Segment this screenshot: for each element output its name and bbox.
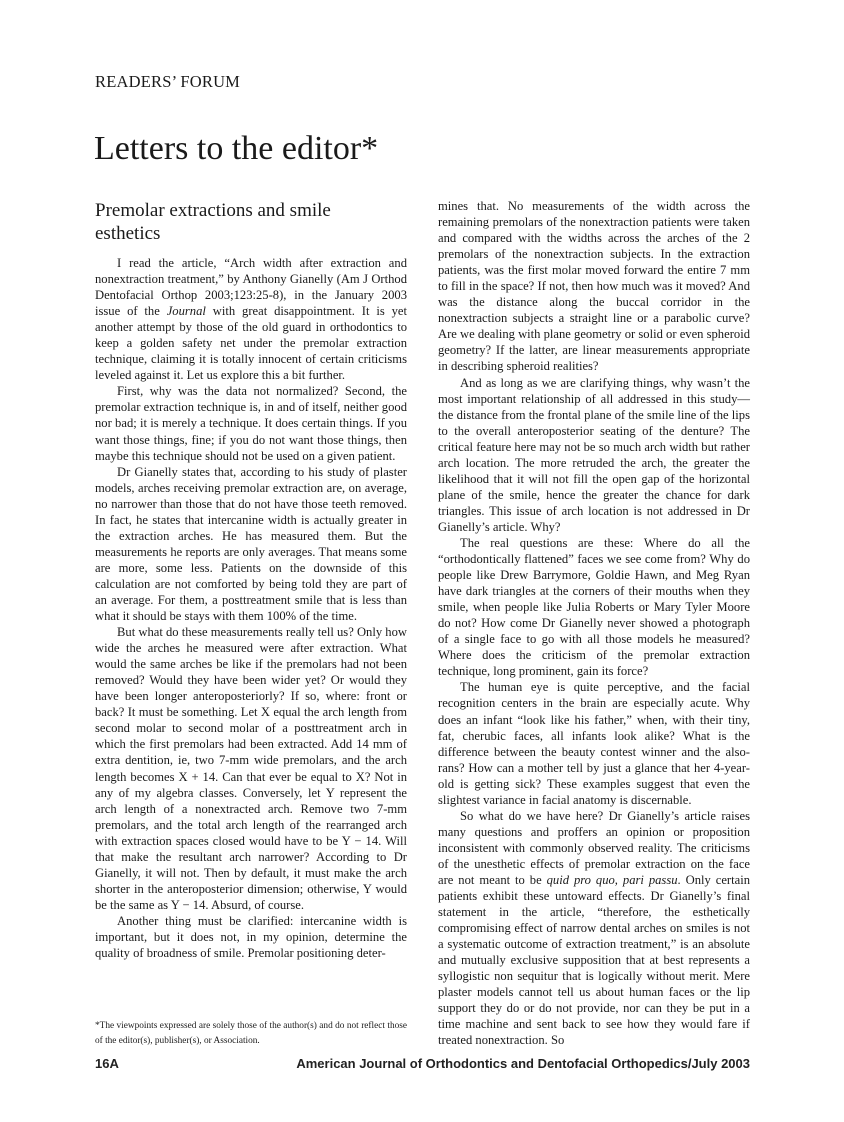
paragraph: Dr Gianelly states that, according to his study of plaster models, arches receiving premolar extraction are, on average, no narrower than those that do not have those teeth removed. In fact, he states that intercanine width is actually greater in the extraction arches. He has measured them. But the measurements he reports are only averages. That means some are more, some less. Patients on the downside of this calculation are not comforted by being told they are part of an average. For them, a posttreatment smile that is less than what it should be stays with them 100% of the time. (95, 464, 407, 624)
left-column (95, 255, 407, 961)
paragraph: The real questions are these: Where do all the “orthodontically flattened” faces we see come from? Why do people like Drew Barrymore, Goldie Hawn, and Meg Ryan have dark triangles at the corners of their mouths when they smile, when people like Julia Roberts or Mary Tyler Moore do not? How come Dr Gianelly never showed a photograph of a single face to go with all those models he measured? Where does the criticism of the premolar extraction technique, long prominent, gain its force? (438, 535, 750, 679)
right-column-wrapper (438, 198, 750, 1048)
article-heading: Premolar extractions and smile esthetics (95, 200, 331, 244)
page-footer (95, 1056, 750, 1071)
section-label: READERS’ FORUM (95, 72, 241, 91)
text: So what do we have here? Dr Gianelly’s article raises many questions and proffers an opinion or proposition inconsistent with commonly observed reality. The criticisms of the unesthetic effects of premolar extraction on the face are not meant to be (438, 808, 750, 887)
journal-footer: American Journal of Orthodontics and Dentofacial Orthopedics/July 2003 (296, 1056, 750, 1072)
right-column (438, 198, 750, 1048)
paragraph: The human eye is quite perceptive, and the facial recognition centers in the brain are especially acute. Why does an infant “look like his father,” when, with their tiny, fat, cherubic faces, all infants look alike? What is the difference between the beauty contest winner and the also-rans? How can a mother tell by just a glance that her 4-year-old is getting sick? These examples suggest that even the slightest variance in facial anatomy is discernable. (438, 680, 750, 807)
paragraph (438, 808, 750, 1049)
footnote: *The viewpoints expressed are solely those of the author(s) and do not reflect those of the editor(s), publisher(s), or Association. (95, 1021, 407, 1046)
text: with great disappointment. It is yet another attempt by those of the old guard in orthodontics to keep a golden safety net under the premolar extraction technique, claiming it is totally innocent of certain criticisms leveled against it. Let us explore this a bit further. (95, 304, 407, 383)
paragraph (95, 255, 407, 383)
left-column-wrapper (95, 198, 407, 1048)
paragraph: mines that. No measurements of the width across the remaining premolars of the nonextraction patients were taken and compared with the widths across the arches of the 2 premolars of the nonextraction subjects. In the extraction patients, was the first molar moved forward the entire 7 mm to fill in the space? If not, then how much was it moved? And was the distance along the buccal corridor in the nonextraction subjects a straight line or a parabolic curve? Are we dealing with plane geometry or solid or even spheroid geometry? If the latter, are linear measurements appropriate in describing spheroid realities? (438, 199, 750, 374)
article-body (95, 198, 750, 1071)
paragraph: And as long as we are clarifying things, why wasn’t the most important relationship of all addressed in this study—the distance from the frontal plane of the smile line of the lips to the overall anteroposterior seating of the denture? The critical feature here may not be so much arch width but rather arch location. The more retruded the arch, the greater the likelihood that it will not fill the open gap of the horizontal plane of the smile, hence the greater the chance for dark triangles. This issue of arch location is not addressed in Dr Gianelly’s article. Why? (438, 375, 750, 534)
text: . Only certain patients exhibit these untoward effects. Dr Gianelly’s final statement in the article, “therefore, the esthetically compromising effect of narrow dental arches on smiles is not a systematic outcome of extraction treatment,” is an absolute and mutually exclusive supposition that at best represents a syllogistic non sequitur that is logically without merit. Mere plaster models cannot tell us about human faces or the lip support they do or do not provide, nor can they be put in a time machine and sent back to see how they would fare if treated nonextraction. So (438, 872, 751, 1048)
page-title: Letters to the editor* (94, 130, 379, 167)
paragraph: But what do these measurements really tell us? Only how wide the arches he measured were after extraction. What would the same arches be like if the premolars had not been removed? Would they have been wider yet? Or would they have been longer anteroposteriorly? If so, where: front or back? It must be something. Let X equal the arch length from second molar to second molar of a posttreatment arch in which the first premolars had been extracted. Add 14 mm of extra dentition, ie, two 7-mm wide premolars, and the arch length becomes X + 14. Can that ever be equal to X? Not in any of my algebra classes. Conversely, let Y represent the arch length of a nonextracted arch. Remove two 7-mm premolars, and the total arch length of the rearranged arch with extraction spaces closed would have to be Y − 14. Will that make the resultant arch narrower? According to Dr Gianelly, it will not. Then by default, it must make the arch shorter in the anteroposterior dimension; otherwise, Y would be the same as Y − 14. Absurd, of course. (95, 625, 407, 912)
italic-text: Journal (166, 304, 206, 319)
italic-text: quid pro quo, pari passu (546, 872, 678, 887)
paragraph: Another thing must be clarified: intercanine width is important, but it does not, in my opinion, determine the quality of broadness of smile. Premolar positioning deter- (95, 913, 407, 961)
text: I read the article, “Arch width after extraction and nonextraction treatment,” by Anthony Gianelly (Am J Orthod Dentofacial Orthop 2003;123:25-8), in the January 2003 issue of the (95, 256, 407, 319)
page-number: 16A (95, 1056, 119, 1072)
paragraph: First, why was the data not normalized? Second, the premolar extraction technique is, in and of itself, neither good nor bad; it is merely a technique. It does certain things. If you want those things, fine; if you do not want those things, then maybe this technique should not be used on a given patient. (95, 384, 407, 463)
